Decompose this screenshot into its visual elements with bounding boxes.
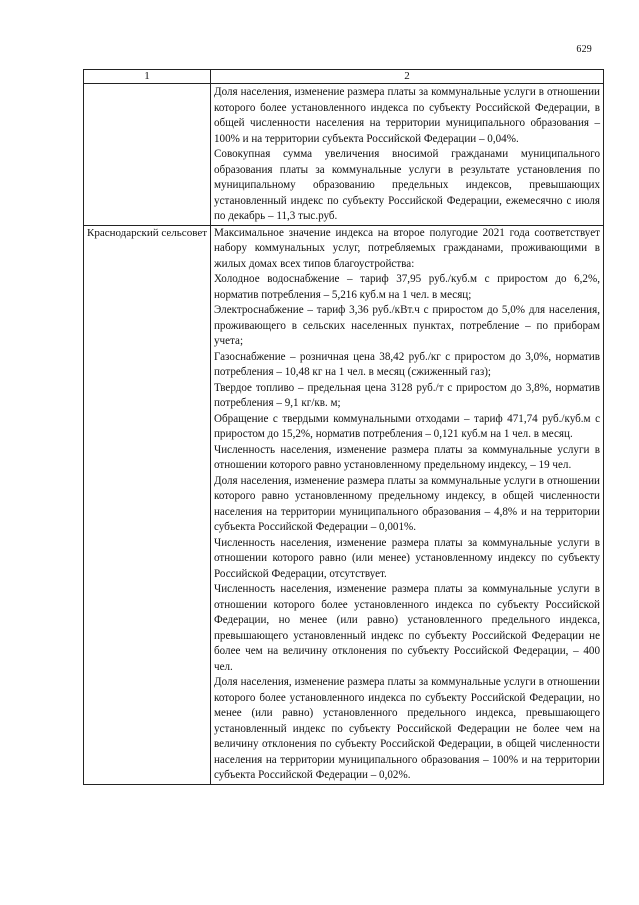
paragraph: Доля населения, изменение размера платы за коммунальные услуги в отношении которого более установленного индекса по субъекту Российской Федерации, но менее (или равно) установленного предельного индекса, превышающего установленный индекс по субъекту Российской Федерации не более чем на величину отклонения по субъекту Российской Федерации, в общей численности населения на территории муниципального образования – 100% и на территории субъекта Российской Федерации – 0,02%. xyxy=(214,676,600,781)
paragraph: Совокупная сумма увеличения вносимой гражданами муниципального образования платы за коммунальные услуги в результате установления по муниципальному образованию предельных индексов, превышающих установленный индекс по субъекту Российской Федерации, ежемесячно с июля по декабрь – 11,3 тыс.руб. xyxy=(214,148,600,222)
paragraph: Твердое топливо – предельная цена 3128 руб./т с приростом до 3,8%, норматив потребления – 9,1 кг/кв. м; xyxy=(214,381,600,409)
paragraph: Холодное водоснабжение – тариф 37,95 руб./куб.м с приростом до 6,2%, норматив потребления – 5,216 куб.м на 1 чел. в месяц; xyxy=(214,273,600,301)
row-content xyxy=(211,225,604,784)
row-label: Краснодарский сельсовет xyxy=(84,225,211,784)
paragraph: Максимальное значение индекса на второе полугодие 2021 года соответствует набору коммунальных услуг, потребляемых гражданами, проживающими в жилых домах всех типов благоустройства: xyxy=(214,226,600,270)
paragraph: Газоснабжение – розничная цена 38,42 руб./кг с приростом до 3,0%, норматив потребления – 10,48 кг на 1 чел. в месяц (сжиженный газ); xyxy=(214,350,600,378)
column-header-1: 1 xyxy=(84,70,211,84)
table-row xyxy=(84,84,604,226)
page-number: 629 xyxy=(576,44,592,55)
row-label xyxy=(84,84,211,226)
paragraph: Электроснабжение – тариф 3,36 руб./кВт.ч с приростом до 5,0% для населения, проживающего в сельских населенных пунктах, потребление – по приборам учета; xyxy=(214,304,600,347)
table-row xyxy=(84,225,604,784)
paragraph: Обращение с твердыми коммунальными отходами – тариф 471,74 руб./куб.м с приростом до 15,2%, норматив потребления – 0,121 куб.м на 1 чел. в месяц. xyxy=(214,412,600,440)
paragraph: Численность населения, изменение размера платы за коммунальные услуги в отношении которого равно (или менее) установленному индексу по субъекту Российской Федерации, отсутствует. xyxy=(214,536,600,580)
paragraph: Доля населения, изменение размера платы за коммунальные услуги в отношении которого равно установленному предельному индексу, в общей численности населения на территории муниципального образования – 4,8% и на территории субъекта Российской Федерации – 0,001%. xyxy=(214,474,600,533)
column-header-2: 2 xyxy=(211,70,604,84)
paragraph: Численность населения, изменение размера платы за коммунальные услуги в отношении которого более установленного индекса по субъекту Российской Федерации, но менее (или равно) установленного предельного индекса, превышающего установленный индекс по субъекту Российской Федерации не более чем на величину отклонения по субъекту Российской Федерации, – 400 чел. xyxy=(214,583,600,673)
data-table xyxy=(83,69,604,785)
paragraph: Доля населения, изменение размера платы за коммунальные услуги в отношении которого более установленного индекса по субъекту Российской Федерации, в общей численности населения на территории муниципального образования – 100% и на территории субъекта Российской Федерации – 0,04%. xyxy=(214,86,600,145)
row-content xyxy=(211,84,604,226)
paragraph: Численность населения, изменение размера платы за коммунальные услуги в отношении которого равно установленному предельному индексу, – 19 чел. xyxy=(214,443,600,471)
table-header-row xyxy=(84,70,604,84)
